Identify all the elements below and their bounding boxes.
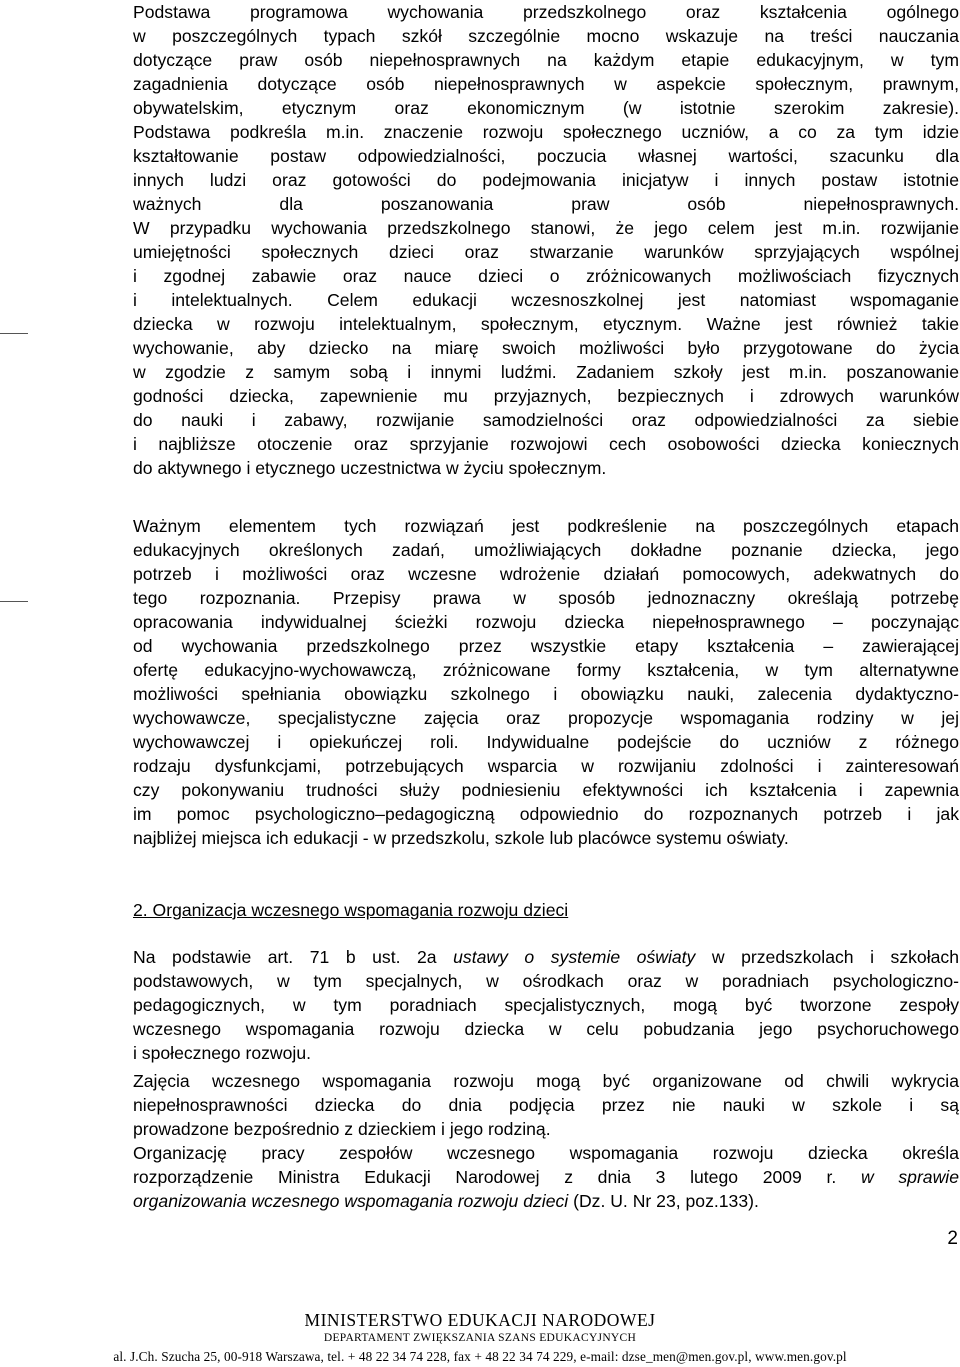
text-line: umiejętności społecznych dzieci oraz stwarzanie warunków sprzyjających wspólnej [133, 242, 959, 262]
text-line: najbliżej miejsca ich edukacji - w przedszkolu, szkole lub placówce systemu oświaty. [133, 828, 789, 848]
text-line: dziecka w rozwoju intelektualnym, społecznym, etycznym. Ważne jest również takie [133, 314, 959, 334]
text-run: i społecznego rozwoju. [133, 1043, 311, 1063]
text-line: Ważnym elementem tych rozwiązań jest podkreślenie na poszczególnych etapach [133, 516, 959, 536]
text-line: wychowawcze, specjalistyczne zajęcia oraz propozycje wspomagania rodziny w jej [133, 708, 959, 728]
text-line: czy pokonywaniu trudności służy podniesieniu efektywności ich kształcenia i zapewnia [133, 780, 959, 800]
text-line: w poszczególnych typach szkół szczególnie mocno wskazuje na treści nauczania [133, 26, 959, 46]
text-line [133, 1017, 959, 1041]
text-line: i najbliższe otoczenie oraz sprzyjanie rozwojowi cech osobowości dziecka koniecznych [133, 434, 959, 454]
text-line: od wychowania przedszkolnego przez wszystkie etapy kształcenia – zawierającej [133, 636, 959, 656]
text-line: innych ludzi oraz gotowości do podejmowania inicjatyw i innych postaw istotnie [133, 170, 959, 190]
text-run: Na podstawie art. 71 b ust. 2a [133, 947, 454, 967]
text-line: do aktywnego i etycznego uczestnictwa w życiu społecznym. [133, 458, 607, 478]
text-run: wczesnego wspomagania rozwoju dziecka w celu pobudzania jego psychoruchowego [133, 1019, 959, 1039]
text-line: możliwości spełniania obowiązku szkolnego i obowiązku nauki, zalecenia dydaktyczno- [133, 684, 959, 704]
section-heading: 2. Organizacja wczesnego wspomagania rozwoju dzieci [133, 900, 569, 920]
text-run: Organizację pracy zespołów wczesnego wspomagania rozwoju dziecka określa [133, 1143, 959, 1163]
margin-mark [0, 601, 28, 602]
footer-department: DEPARTAMENT ZWIĘKSZANIA SZANS EDUKACYJNYCH [323, 1332, 637, 1344]
text-line: Podstawa podkreśla m.in. znaczenie rozwoju społecznego uczniów, a co za tym idzie [133, 122, 959, 142]
text-run: podstawowych, w tym specjalnych, w ośrodkach oraz w poradniach psychologiczno- [133, 971, 959, 991]
text-line: rodzaju dysfunkcjami, potrzebujących wsparcia w rozwijaniu zdolności i zainteresowań [133, 756, 959, 776]
text-line: godności dziecka, zapewnienie mu przyjaznych, bezpiecznych i zdrowych warunków [133, 386, 959, 406]
text-line: edukacyjnych określonych zadań, umożliwiających dokładne poznanie dziecka, jego [133, 540, 959, 560]
text-run: rozporządzenie Ministra Edukacji Narodowej z dnia 3 lutego 2009 r. [133, 1167, 861, 1187]
italic-title: ustawy o systemie oświaty [453, 947, 696, 967]
text-run: Zajęcia wczesnego wspomagania rozwoju mogą być organizowane od chwili wykrycia [133, 1071, 959, 1091]
text-line [133, 1141, 959, 1165]
text-line: Podstawa programowa wychowania przedszkolnego oraz kształcenia ogólnego [133, 2, 959, 22]
text-line [133, 1117, 959, 1141]
text-line: w zgodzie z samym sobą i innymi ludźmi. Zadaniem szkoły jest m.in. poszanowanie [133, 362, 959, 382]
text-line: ważnych dla poszanowania praw osób niepełnosprawnych. [133, 194, 959, 214]
text-run: (Dz. U. Nr 23, poz.133). [568, 1191, 759, 1211]
text-line: kształtowanie postaw odpowiedzialności, poczucia własnej wartości, szacunku dla [133, 146, 959, 166]
footer-address: al. J.Ch. Szucha 25, 00-918 Warszawa, tel. + 48 22 34 74 228, fax + 48 22 34 74 229, e-mail: dzse_men@men.gov.pl, www.men.gov.pl [113, 1349, 847, 1364]
text-line: potrzeb i możliwości oraz wczesne wdrożenie działań pomocowych, adekwatnych do [133, 564, 959, 584]
page-number: 2 [947, 1228, 958, 1249]
text-line: do nauki i zabawy, rozwijanie samodzielności oraz odpowiedzialności za siebie [133, 410, 959, 430]
text-line [133, 945, 959, 969]
text-line [133, 969, 959, 993]
text-line [133, 1189, 959, 1213]
text-line: dotyczące praw osób niepełnosprawnych na każdym etapie edukacyjnym, w tym [133, 50, 959, 70]
text-run: w przedszkolach i szkołach [695, 947, 959, 967]
margin-mark [0, 333, 28, 334]
text-line: wychowawczej i opiekuńczej roli. Indywidualne podejście do uczniów z różnego [133, 732, 959, 752]
text-line: im pomoc psychologiczno–pedagogiczną odpowiednio do rozpoznanych potrzeb i jak [133, 804, 959, 824]
text-line: opracowania indywidualnej ścieżki rozwoju dziecka niepełnosprawnego – poczynając [133, 612, 959, 632]
text-line [133, 1041, 959, 1065]
text-line: i zgodnej zabawie oraz nauce dzieci o zróżnicowanych możliwościach fizycznych [133, 266, 959, 286]
text-line [133, 993, 959, 1017]
text-line: i intelektualnych. Celem edukacji wczesnoszkolnej jest natomiast wspomaganie [133, 290, 959, 310]
text-line [133, 1165, 959, 1189]
text-line: wychowanie, aby dziecko na miarę swoich możliwości było przygotowane do życia [133, 338, 959, 358]
text-line: zagadnienia dotyczące osób niepełnosprawnych w aspekcie społecznym, prawnym, [133, 74, 959, 94]
text-run: niepełnosprawności dziecka do dnia podjęcia przez nie nauki w szkole i są [133, 1095, 959, 1115]
italic-title: organizowania wczesnego wspomagania rozwoju dzieci [133, 1191, 569, 1211]
text-line: ofertę edukacyjno-wychowawczą, zróżnicowane formy kształcenia, w tym alternatywne [133, 660, 959, 680]
footer [0, 1305, 960, 1367]
text-line [133, 1069, 959, 1093]
text-run: pedagogicznych, w tym poradniach specjalistycznych, mogą być tworzone zespoły [133, 995, 959, 1015]
text-line: obywatelskim, etycznym oraz ekonomicznym (w istotnie szerokim zakresie). [133, 98, 959, 118]
footer-ministry: MINISTERSTWO EDUKACJI NARODOWEJ [304, 1310, 656, 1330]
text-line: tego rozpoznania. Przepisy prawa w sposób jednoznaczny określają potrzebę [133, 588, 959, 608]
text-line [133, 1093, 959, 1117]
italic-title: w sprawie [860, 1167, 959, 1187]
text-line: W przypadku wychowania przedszkolnego stanowi, że jego celem jest m.in. rozwijanie [133, 218, 959, 238]
text-run: prowadzone bezpośrednio z dzieckiem i jego rodziną. [133, 1119, 551, 1139]
